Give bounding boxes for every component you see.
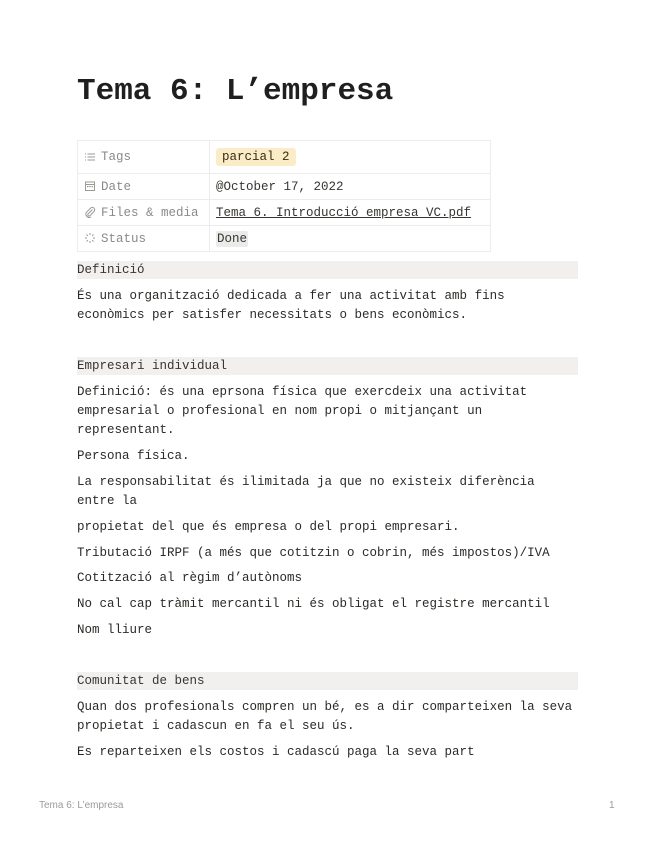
property-value-date: @October 17, 2022 [210,174,491,200]
property-label-date: Date [101,179,132,194]
footer-title: Tema 6: L’empresa [39,800,124,811]
section-heading-comunitat: Comunitat de bens [77,672,578,690]
property-key-date [78,174,210,200]
status-spinner-icon [84,232,96,244]
paragraph: Cotització al règim d’autònoms [77,571,303,585]
property-row-date [78,174,491,200]
paragraph: Persona física. [77,449,190,463]
file-link[interactable]: Tema 6. Introducció empresa VC.pdf [216,205,472,220]
paragraph: Es reparteixen els costos i cadascú paga la seva part [77,745,475,759]
property-row-tags [78,141,491,174]
paragraph: No cal cap tràmit mercantil ni és obligat el registre mercantil [77,597,550,611]
property-value-files [210,200,491,226]
paragraph: La responsabilitat és ilimitada ja que no existeix diferència entre la [77,475,535,508]
paragraph: Definició: és una eprsona física que exercdeix una activitat empresarial o profesional en nom propi o mitjançant un representant. [77,385,528,437]
section-heading-empresari: Empresari individual [77,357,578,375]
page-title: Tema 6: L’empresa [77,74,394,109]
paragraph: Tributació IRPF (a més que cotitzin o cobrin, més impostos)/IVA [77,546,550,560]
property-value-status [210,226,491,252]
property-key-files [78,200,210,226]
property-label-status: Status [101,231,147,246]
property-value-tags [210,141,491,174]
calendar-icon [84,180,96,192]
page-number: 1 [609,800,615,811]
properties-table [77,140,491,252]
tag-badge[interactable]: parcial 2 [216,148,296,166]
property-label-tags: Tags [101,150,132,164]
section-heading-definicio: Definició [77,261,578,279]
paragraph: propietat del que és empresa o del propi empresari. [77,520,460,534]
property-row-status [78,226,491,252]
property-key-tags [78,141,210,174]
property-label-files: Files & media [101,205,199,220]
property-row-files [78,200,491,226]
list-icon [84,151,96,163]
paragraph: Nom lliure [77,623,153,637]
paragraph: És una organització dedicada a fer una activitat amb fins econòmics per satisfer necessitats o bens econòmics. [77,289,505,322]
paragraph: Quan dos profesionals compren un bé, es a dir comparteixen la seva propietat i cadascun en fa el seu ús. [77,700,573,733]
paperclip-icon [84,206,96,218]
property-key-status [78,226,210,252]
status-badge[interactable]: Done [217,231,248,246]
